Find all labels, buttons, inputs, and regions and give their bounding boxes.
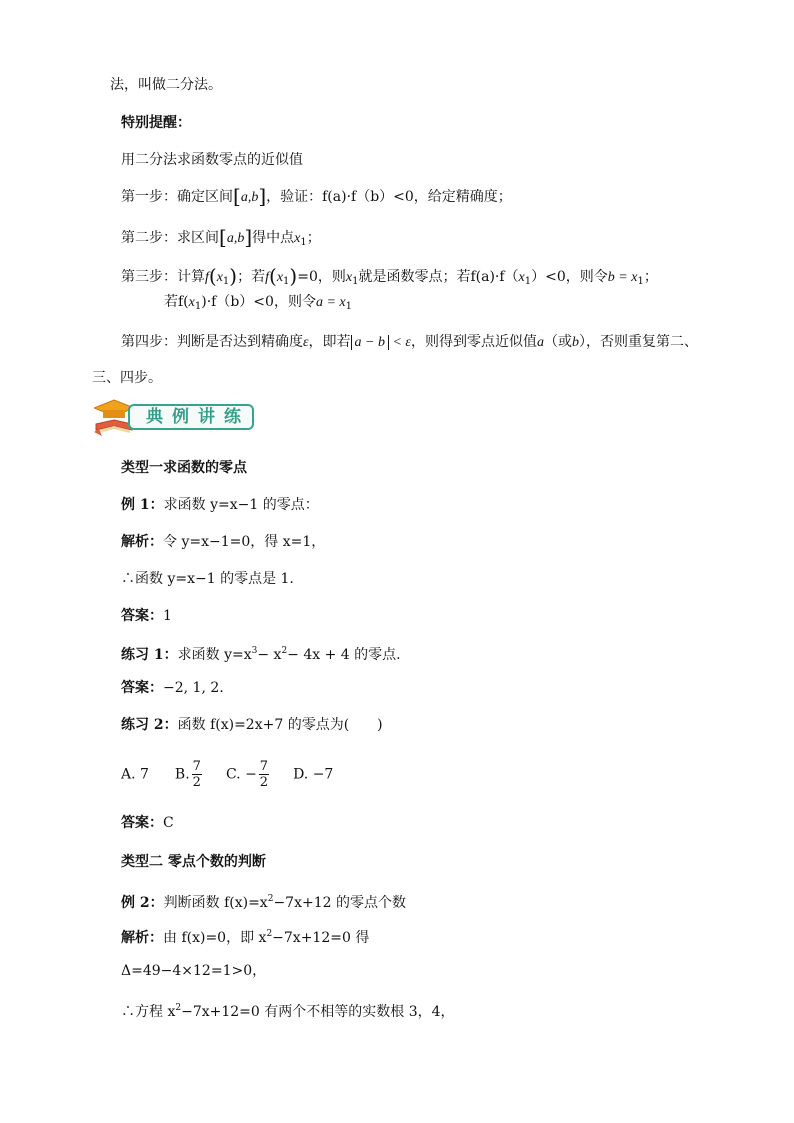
step-1-prefix: 第一步：确定区间	[121, 189, 233, 205]
practice-2-answer	[121, 813, 174, 833]
roots-sup: 2	[175, 1003, 182, 1013]
practice-1-sup-1: 3	[251, 646, 258, 656]
step-3-x1d-sub: 1	[524, 276, 532, 287]
step-4-absval: a − b	[351, 335, 389, 350]
example-1	[121, 495, 319, 515]
intro-tail: 法，叫做二分法。	[110, 77, 222, 93]
step-4	[121, 332, 698, 353]
option-a: A. 7	[121, 766, 149, 783]
step-4-paren-end: ）	[578, 334, 586, 350]
practice-2-answer-label: 答案：	[121, 815, 163, 831]
step-2	[121, 227, 321, 253]
option-c-numerator: 7	[259, 759, 269, 774]
answer-1-label: 答案：	[121, 608, 163, 624]
left-paren: (	[269, 264, 277, 288]
step-2-interval: a,b	[226, 231, 245, 246]
solution-2-pre: 由 f(x)=0，即 x	[163, 930, 267, 946]
practice-1-answer	[121, 678, 224, 698]
roots-post: −7x+12=0 有两个不相等的实数根 3，4，	[181, 1004, 455, 1020]
step-2-point: x	[294, 231, 301, 246]
step-3-eq: =0，则	[297, 269, 346, 285]
step-3-x1: x	[216, 270, 223, 285]
practice-2-options	[121, 759, 333, 790]
discriminant-line: Δ=49−4×12=1>0，	[121, 963, 267, 979]
solution-1-label: 解析：	[121, 534, 163, 550]
practice-2	[121, 715, 383, 735]
practice-1-sup-2: 2	[281, 646, 288, 656]
step-3-prefix: 第三步：计算	[121, 269, 205, 285]
step-4-approx2: b	[571, 335, 579, 350]
roots-pre: ∴方程 x	[121, 1004, 176, 1020]
step-2-point-sub: 1	[300, 237, 307, 248]
step-4-continued: 三、四步。	[92, 370, 162, 386]
solution-1	[121, 532, 325, 552]
step-3-x1b: x	[276, 270, 284, 285]
step-1-mid: ，验证：	[266, 189, 323, 205]
step-3-continued	[164, 292, 352, 317]
right-paren: )	[289, 264, 298, 288]
conclusion-1: ∴函数 y=x−1 的零点是 1.	[121, 571, 294, 587]
practice-1-post: − 4x + 4 的零点.	[287, 647, 401, 663]
answer-1-value: 1	[163, 608, 172, 624]
step-3b-assign-sub: 1	[345, 301, 352, 312]
example-2-pre: 判断函数 f(x)=x	[163, 895, 268, 911]
step-4-mid: ，即若	[308, 334, 351, 350]
step-3-assign-sub: 1	[637, 276, 644, 287]
step-4-approx: a	[536, 335, 544, 350]
step-3-lt: ）<0，则令	[531, 269, 608, 285]
step-4-prefix: 第四步：判断是否达到精确度	[121, 334, 303, 350]
practice-2-answer-value: C	[163, 815, 174, 831]
type-1-heading: 类型一求函数的零点	[121, 460, 247, 476]
answer-1	[121, 606, 172, 626]
right-paren: )	[229, 264, 238, 288]
example-1-text: 求函数 y=x−1 的零点：	[163, 497, 319, 513]
tip-heading: 特别提醒：	[121, 115, 191, 131]
practice-1-mid: − x	[257, 647, 282, 663]
step-3b-x1-sub: 1	[194, 301, 202, 312]
option-c-denominator: 2	[259, 775, 269, 790]
left-bracket: [	[219, 225, 227, 249]
practice-2-text: 函数 f(x)=2x+7 的零点为( )	[177, 717, 383, 733]
option-d: D. −7	[293, 766, 334, 783]
solution-2	[121, 924, 369, 948]
option-c-prefix: C. −	[225, 766, 257, 783]
option-b-denominator: 2	[192, 775, 201, 790]
step-3b-prefix: 若f(	[164, 294, 189, 310]
step-2-prefix: 第二步：求区间	[121, 230, 219, 246]
practice-1	[121, 641, 401, 665]
option-b-fraction	[192, 759, 202, 790]
step-3b-mid: )·f（b）<0，则令	[201, 294, 316, 310]
step-3-fx2: f	[265, 270, 269, 285]
solution-1-text: 令 y=x−1=0，得 x=1，	[163, 534, 326, 550]
practice-1-label: 练习 1：	[121, 647, 178, 663]
step-1-cond: f(a)·f（b）<0，给定精确度；	[322, 189, 512, 205]
example-1-label: 例 1：	[121, 497, 164, 513]
step-3-x1-sub: 1	[222, 276, 230, 287]
option-b-prefix: B.	[174, 766, 190, 783]
example-2	[121, 889, 406, 913]
tip-title: 用二分法求函数零点的近似值	[121, 152, 303, 168]
step-3b-x1: x	[188, 295, 195, 310]
right-bracket: ]	[244, 225, 253, 249]
banner-title: 典例讲练	[146, 407, 250, 427]
solution-2-sup: 2	[266, 929, 273, 939]
step-3-x1d: x	[518, 270, 525, 285]
practice-1-answer-label: 答案：	[121, 680, 163, 696]
roots-line	[121, 998, 455, 1022]
solution-2-post: −7x+12=0 得	[272, 930, 370, 946]
practice-1-answer-value: −2, 1, 2.	[163, 680, 224, 696]
step-4-paren: （或	[543, 334, 572, 350]
right-bracket: ]	[258, 184, 267, 208]
example-2-post: −7x+12 的零点个数	[273, 895, 406, 911]
example-2-sup: 2	[267, 894, 274, 904]
step-4-tail: ，则得到零点近似值	[410, 334, 537, 350]
left-bracket: [	[233, 184, 241, 208]
step-3-mid: ；若	[237, 269, 266, 285]
example-banner	[92, 398, 262, 438]
step-1-interval: a,b	[240, 190, 259, 205]
step-2-end: ；	[306, 230, 321, 246]
step-3-fx: f	[205, 270, 209, 285]
practice-1-pre: 求函数 y=x	[177, 647, 252, 663]
step-3-x1c: x	[345, 270, 353, 285]
practice-2-label: 练习 2：	[121, 717, 178, 733]
step-3-zero: 就是函数零点；若f(a)·f（	[358, 269, 519, 285]
step-4-rest: ，否则重复第二、	[585, 334, 698, 350]
step-3-assign: b = x	[607, 270, 638, 285]
step-3	[121, 266, 658, 292]
option-c-fraction	[259, 759, 269, 790]
solution-2-label: 解析：	[121, 930, 163, 946]
option-b-numerator: 7	[192, 759, 201, 774]
step-1	[121, 186, 512, 208]
step-2-mid: 得中点	[252, 230, 295, 246]
step-3b-assign: a = x	[315, 295, 346, 310]
step-3-end: ；	[643, 269, 658, 285]
step-4-eps: ε	[303, 335, 309, 350]
type-2-heading: 类型二 零点个数的判断	[121, 854, 266, 870]
left-paren: (	[208, 264, 217, 288]
step-4-cmp: < ε	[388, 335, 411, 350]
step-3-x1b-sub: 1	[283, 276, 290, 287]
example-2-label: 例 2：	[121, 895, 164, 911]
step-3-x1c-sub: 1	[352, 276, 359, 287]
